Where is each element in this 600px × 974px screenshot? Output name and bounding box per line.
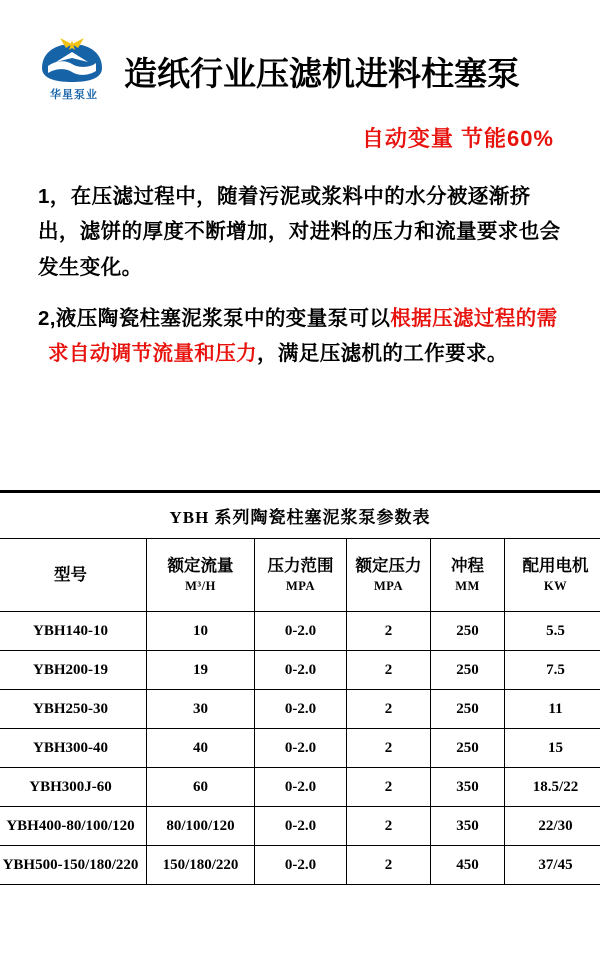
paragraph-2-lead: 2,液压陶瓷柱塞泥浆泵中的变量泵可以 — [38, 306, 391, 330]
cell-rated-pressure: 2 — [347, 729, 431, 768]
table-row — [0, 768, 600, 807]
cell-motor: 18.5/22 — [505, 768, 600, 807]
cell-motor: 37/45 — [505, 846, 600, 885]
cell-pressure-range: 0-2.0 — [255, 768, 347, 807]
spec-table-section — [0, 490, 600, 885]
column-header-rated-pressure-label: 额定压力 — [355, 556, 422, 576]
column-header-model — [0, 539, 147, 612]
cell-model: YBH300J-60 — [0, 768, 147, 807]
column-header-pressure-range-label: 压力范围 — [267, 556, 334, 576]
cell-stroke: 250 — [431, 690, 505, 729]
column-header-rated-flow — [147, 539, 255, 612]
paragraph-2-tail: ，满足压滤机的工作要求。 — [257, 342, 508, 365]
column-header-stroke-unit: MM — [455, 578, 480, 593]
paragraph-2-highlight: 根据压滤过程的需求自动调节流量和压力 — [48, 306, 558, 365]
cell-rated-flow: 10 — [147, 612, 255, 651]
column-header-motor-label: 配用电机 — [522, 556, 589, 576]
table-row — [0, 690, 600, 729]
cell-stroke: 250 — [431, 729, 505, 768]
column-header-model-label: 型号 — [54, 564, 87, 584]
cell-pressure-range: 0-2.0 — [255, 846, 347, 885]
cell-pressure-range: 0-2.0 — [255, 807, 347, 846]
subtitle: 自动变量 节能60% — [361, 126, 554, 151]
cell-rated-pressure: 2 — [347, 768, 431, 807]
spec-table-caption: YBH 系列陶瓷柱塞泥浆泵参数表 — [169, 508, 431, 527]
table-row — [0, 846, 600, 885]
spec-table — [0, 538, 600, 885]
table-header-row — [0, 539, 600, 612]
cell-stroke: 350 — [431, 807, 505, 846]
cell-motor: 15 — [505, 729, 600, 768]
cell-motor: 11 — [505, 690, 600, 729]
table-row — [0, 612, 600, 651]
cell-motor: 22/30 — [505, 807, 600, 846]
page-title: 造纸行业压滤机进料柱塞泵 — [124, 54, 520, 92]
cell-model: YBH140-10 — [0, 612, 147, 651]
cell-motor: 7.5 — [505, 651, 600, 690]
cell-rated-pressure: 2 — [347, 807, 431, 846]
column-header-stroke-label: 冲程 — [451, 556, 484, 576]
cell-stroke: 350 — [431, 768, 505, 807]
cell-rated-pressure: 2 — [347, 612, 431, 651]
column-header-rated-pressure — [347, 539, 431, 612]
subtitle-row — [0, 108, 600, 153]
page-header — [0, 0, 600, 108]
cell-rated-pressure: 2 — [347, 846, 431, 885]
cell-rated-flow: 19 — [147, 651, 255, 690]
column-header-rated-pressure-unit: MPA — [373, 578, 404, 593]
cell-rated-flow: 40 — [147, 729, 255, 768]
cell-model: YBH400-80/100/120 — [0, 807, 147, 846]
cell-model: YBH500-150/180/220 — [0, 846, 147, 885]
body-text — [0, 153, 600, 371]
cell-rated-flow: 30 — [147, 690, 255, 729]
company-logo — [28, 38, 120, 108]
cell-model: YBH200-19 — [0, 651, 147, 690]
paragraph-2 — [38, 301, 566, 372]
paragraph-1: 1，在压滤过程中，随着污泥或浆料中的水分被逐渐挤出，滤饼的厚度不断增加，对进料的压力和流量要求也会发生变化。 — [38, 185, 561, 279]
cell-motor: 5.5 — [505, 612, 600, 651]
column-header-pressure-range-unit: MPA — [285, 578, 316, 593]
column-header-motor — [505, 539, 600, 612]
cell-rated-pressure: 2 — [347, 690, 431, 729]
cell-rated-flow: 60 — [147, 768, 255, 807]
column-header-rated-flow-unit: M³/H — [185, 578, 216, 593]
cell-pressure-range: 0-2.0 — [255, 729, 347, 768]
column-header-motor-unit: KW — [543, 578, 568, 593]
cell-stroke: 250 — [431, 612, 505, 651]
cell-model: YBH250-30 — [0, 690, 147, 729]
column-header-rated-flow-label: 额定流量 — [167, 556, 234, 576]
table-row — [0, 807, 600, 846]
cell-pressure-range: 0-2.0 — [255, 690, 347, 729]
table-row — [0, 729, 600, 768]
table-row — [0, 651, 600, 690]
column-header-pressure-range — [255, 539, 347, 612]
cell-rated-flow: 150/180/220 — [147, 846, 255, 885]
cell-rated-pressure: 2 — [347, 651, 431, 690]
cell-pressure-range: 0-2.0 — [255, 612, 347, 651]
cell-rated-flow: 80/100/120 — [147, 807, 255, 846]
company-logo-text: 华星泵业 — [50, 89, 98, 101]
cell-pressure-range: 0-2.0 — [255, 651, 347, 690]
column-header-stroke — [431, 539, 505, 612]
cell-stroke: 450 — [431, 846, 505, 885]
cell-stroke: 250 — [431, 651, 505, 690]
wave-pump-logo-icon — [36, 38, 108, 86]
cell-model: YBH300-40 — [0, 729, 147, 768]
